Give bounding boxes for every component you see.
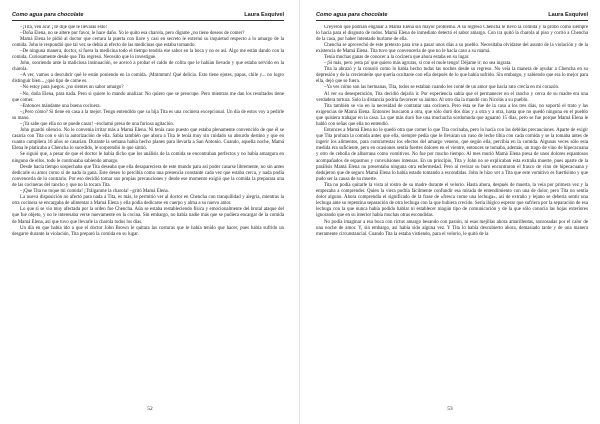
body-paragraph: Un día en que había ido a que el doctor John Brown le quitara las costuras que le había tenido que hacer, pues había sufrido un desgarre durante la violación, Tita preparó la comida en su lugar. xyxy=(12,225,284,237)
body-paragraph: –Doña Elena, no se altere por favor, le hace daño. Yo le quito esa charola, pero dígame ¿no tiene deseos de comer? xyxy=(20,30,245,36)
body-paragraph: –A ver, vamos a descubrir qué le están poniendo en la comida. ¡Mmmmm! Qué delicia. Esto tiene ejotes, papas, chile y... no logro distinguir bien... ¿qué tipo de carne es. xyxy=(12,73,284,85)
body-paragraph: Desde hacía tiempo sospechaba que Tita deseaba que ella desapareciera de este mundo para así poder casarse libremente, no sin antes dedicarle su amor como si de nada la gana. Este deseo lo percibía como una presencia constante cada vez que estaba cerca, y nada podía convencerla de lo contrario. Por eso decidió tomar sus propias precauciones y desde ese momento exigió que la comida la preparara una de las cocineras del rancho y que no la tocara Tita. xyxy=(12,164,284,188)
body-paragraph: –¡Si más, pero ¡esta pa' que quiero más agruras, si con el mole tengo! Déjame ir; no sea ingrata. xyxy=(324,61,512,67)
body-paragraph: Mamá Elena le pidió al doctor que cerrara la puerta con llave y casi en secreto le externó su inquietud respecto a lo amargo de la comida. John le respondió que tal vez se debía al efecto de las medicinas que estaba tomando. xyxy=(12,36,284,48)
body-paragraph: –¿Pero cómo? Si tiene en casa a la mejor. Tengo entendido que su hija Tita es una cocinera excepcional. Un día de estos voy a pedirle su mano. xyxy=(12,109,284,121)
body-paragraph: –No, doña Elena, para nada. Pero si quiere lo mando analizar. No quiero que se preocupe. Pero mientras me dan los resultados tiene que comer. xyxy=(12,91,284,103)
body-paragraph: –¡Ya sabe que ella no se puede casar! –exclamó presa de una furiosa agitación. xyxy=(20,122,175,127)
body-paragraph: Se siguió que, a pesar de que el doctor le había dicho que los análisis de la comida se encontraban perfectos y no había amargura en ninguno de ellos, todo le continuaba sabiendo amargo. xyxy=(12,152,284,164)
body-paragraph: Tita también se vio en la necesidad de contratar una cocinera. Pero ésta se fue de la casa a los tres días, no soportó el trato y las exigencias de Mamá Elena. Entonces buscaron a otra, que sólo duró dos días y a otra y a otra, hasta que no quedó ninguna en el pueblo que quisiera trabajar en la casa. La que más duró fue una muchacha sordomuda que aguantó 15 días, pero se fue porque Mamá Elena le habló con señas que ella no entendió. xyxy=(316,103,588,127)
left-running-header xyxy=(12,12,284,21)
body-paragraph: Tenía muchas ganas de conocer a la cocinera que ahora estaba en su lugar. xyxy=(324,54,470,60)
right-page xyxy=(300,0,600,424)
body-paragraph: –De ninguna manera, doctor, si fuera la medicina todo el tiempo tendría ese sabor en la boca y no es así. Algo me están dando con la comida. Curiosamente desde que Tita regresó. Necesito que lo investigue. xyxy=(12,48,284,60)
body-paragraph: Chencha se aprovechó de este pretexto para irse a pasar unos días a su pueblo. Necesitaba olvidarse del asunto de la violación y de la existencia de Mamá Elena. Tita tuvo que convencerla de que no le hacía caso a su mamá. xyxy=(316,42,588,54)
left-body-text xyxy=(12,25,284,398)
right-body-text xyxy=(316,25,588,398)
body-paragraph: No podía imaginar a esa boca con rictus amargo besando con pasión, ni esas mejillas ahora amarillentas, sonrosadas por el calor de una noche de amor. Y, sin embargo, así había sido alguna vez. Y Tita lo había descubierto ahora, demasiado tarde y de una manera meramente circunstancial. Cuando Tita la estaba vistiendo, para el velorio, le quitó de la xyxy=(316,219,588,237)
body-paragraph: –No estoy para juegos. ¿no sientes un sabor amargo? xyxy=(20,85,124,91)
body-paragraph: Al ver su desesperación, Tita decidió dejarla ir. Por experiencia sabía que el permanecer en el rancho y cerca de su madre era una verdadera tortura. Solo la distancia podría favorecer su ánimo. Al otro día la mandó con Nicolás a su pueblo. xyxy=(316,91,588,103)
right-header-title: Como agua para chocolate xyxy=(316,12,388,18)
body-paragraph: –¡Que Tita no toque mi comida! ¡Tráiganme la charola! –gritó Mamá Elena. xyxy=(20,189,169,195)
body-paragraph: Creyeron que podrían engañar a Mamá Elena sin mayor problema. A su regreso Chencha le llevó la comida y la probó como siempre lo hacía para el disgusto de todos. Mamá Elena de inmediato detectó el sabor amargo. Con ira quitó la charola al piso y corrió a Chencha de la casa, por haber intentado burlarse de ella. xyxy=(316,24,588,42)
left-page-number: 52 xyxy=(147,406,153,412)
body-paragraph: La nueva disposición no afectó para nada a Tita, es más, le permitió ver al doctor en Chencha con tranquilidad y alegría, mientras la otra cocinera se encargaba de alimentar a Mamá Elena y ella podía dedicarse en cuerpo y alma a su nuevo amor. xyxy=(12,195,284,207)
right-running-header xyxy=(316,12,588,21)
body-paragraph: Tita la abrazó y la consoló como lo había hecho todas las noches desde su regreso. No veía la manera de ayudar a Chencha en su depresión y de la crecienteite que quería ocultarse con ella después de lo que había sufrido. Sin embargo, y sabiendo que era lo mejor para ella, dejó que se fuera. xyxy=(316,67,588,85)
body-paragraph: –Entonces mándame una buena cocinera. xyxy=(20,103,101,109)
left-header-author: Laura Esquivel xyxy=(244,12,284,18)
right-header-author: Laura Esquivel xyxy=(548,12,588,18)
body-paragraph: –¡Tita, ven acá! ¡Te dije que te llevaras esto! xyxy=(20,24,108,30)
body-paragraph: –Ya ves cómo son las hermanas, Tita, todos se estaban cuando les conté de un amor que hacía rato crecía en mi corazón. xyxy=(324,85,560,91)
left-header-title: Como agua para chocolate xyxy=(12,12,84,18)
body-paragraph: Tita no podía quitarle la vista al rostro de su madre durante el velorio. Hasta ahora, después de muerta, la veía por primera vez y la empezaba a comprender. Quien la viera podría fácilmente confundir esa mirada de entendimiento con una de dolor, pero Tita no sentía dolor alguno. Ahora comprendía el significado de la frase de «fresca como una lechuga», así de extraño y lejano se debería sentir una lechuga ante su repentina separación de otra lechuga con la que hubiera crecido. Sería ilógico esperar que sufriera por la separación de esa lechuga con la que nunca había podido hablar ni establecer ningún tipo de comunicación y de la que sólo conocía las hojas exteriores ignorando que en su interior había muchas otras escondidas. xyxy=(316,182,588,219)
body-paragraph: John, sonriendo ante la maliciosa insinuación, se acercó a probar el caldo de colita que le habían llevado y que estaba servido en la charola. xyxy=(12,61,284,73)
body-paragraph: Lo que sí se vio muy afectada por la orden fue Chencha. Aún se estaba restableciendo física y emocionalmente del brutal ataque del que fue objeto, y no le interesaba verse nuevamente en la cocina. Sin embargo, no había nadie más que se pudiera encargar de la comida de Mamá Elena, así que tuvo que llevarle la charola todos los días. xyxy=(12,207,284,225)
body-paragraph: Entonces a Mamá Elena no le quedó otra que comer lo que Tita cocinaba, pero lo hacía con las debidas precauciones. Aparte de exigir que Tita probara la comida antes que ella, siempre pedía que le llevaran un vaso de leche tibia con cada comida y se la tomaba antes de ingerir los alimentos, para contrarrestar los efectos del amargo veneno, que según ella, percibía en la comida. Algunas veces sólo esta medida era suficiente, pero en ocasiones sentía fuertes dolores en el vientre, entonces se tomaba, además, un trago de vino de hipecacuana y otro de cebolla de albarrana como vomitivos. No fue por mucho tiempo. Al mes murió Mamá Elena presa de unos dolores espantosos acompañados de espasmos y convulsiones intensas. En un principio, Tita y John no se explicaban esta extraña muerte, pues aparte de la parálisis Mamá Elena no presentaba ninguna otra enfermedad. Pero al revisar su buró encontraron el frasco de vino de hipecacuana y dedujeron que de seguro Mamá Elena lo había estado tomando a escondidas. John le hizo ver a Tita que este vomitivo es fuertísimo y que pudo ser la causa de su muerte. xyxy=(316,128,588,182)
body-paragraph: John guardó silencio. No le convenía irritar más a Mamá Elena. Ni tenía caso puesto que estaba plenamente convencido de que él se casaría con Tita con o sin la autorización de ella. Sabía también que ahora a Tita le tenía muy sin cuidado su absurdo destino y que en cuanto cumpliera 16 años se casarían. Durante la semana había hecho planes para llevarla a San Antonio. Cuando, aquella noche, Mamá Elena le platicaba a Chencha lo sucedido, le sorprendió lo que sintió. xyxy=(12,128,284,152)
right-page-number: 53 xyxy=(447,406,453,412)
